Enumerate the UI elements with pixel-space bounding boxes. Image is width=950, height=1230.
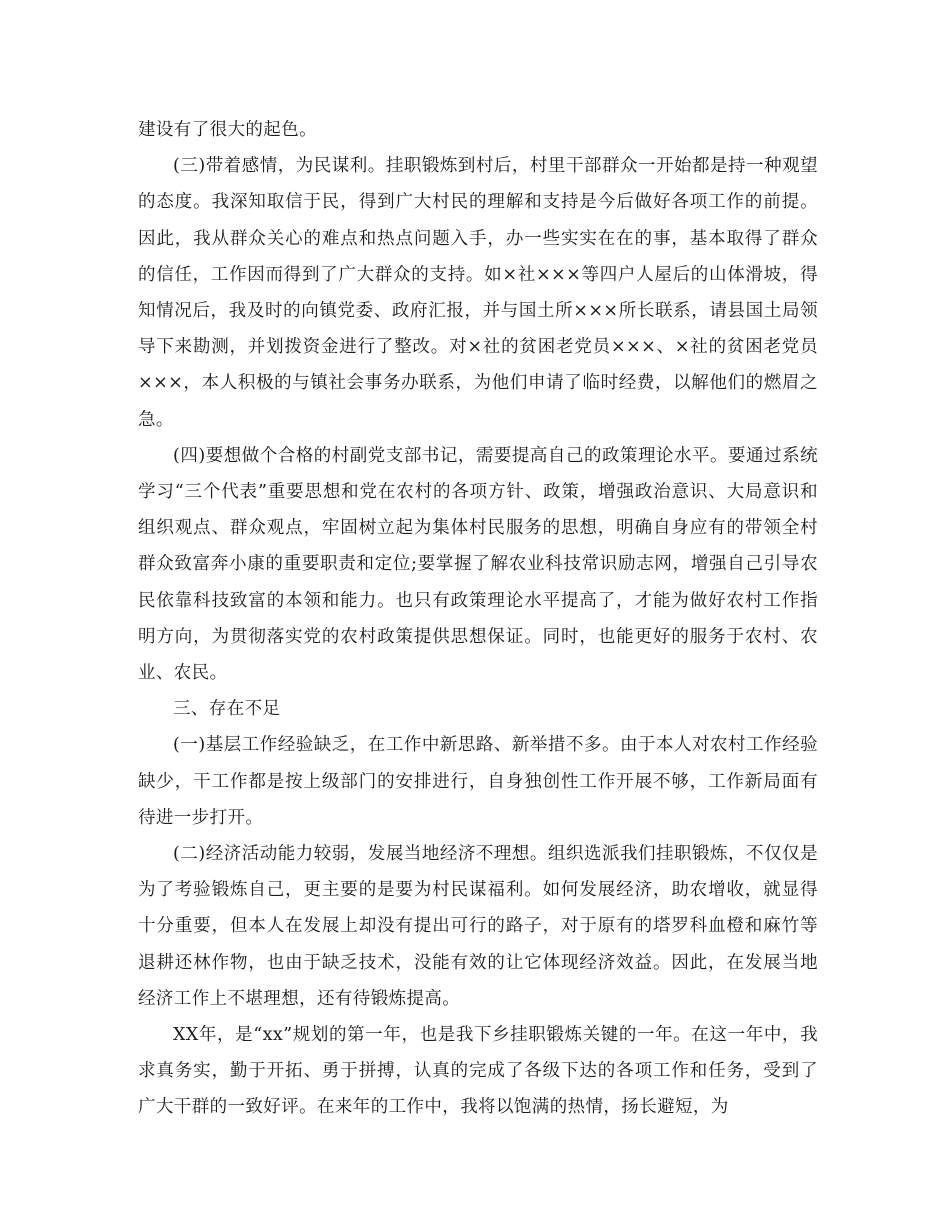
- paragraph-lack-experience: (一)基层工作经验缺乏，在工作中新思路、新举措不多。由于本人对农村工作经验缺少，干工作都是按上级部门的安排进行，自身独创性工作开展不够，工作新局面有待进一步打开。: [138, 735, 818, 828]
- document-body: [138, 112, 818, 1126]
- paragraph-serving-people: (三)带着感情，为民谋利。挂职锻炼到村后，村里干部群众一开始都是持一种观望的态度。我深知取信于民，得到广大村民的理解和支持是今后做好各项工作的前提。因此，我从群众关心的难点和热点问题入手，办一些实实在在的事，基本取得了群众的信任，工作因而得到了广大群众的支持。如×社×××等四户人屋后的山体滑坡，得知情况后，我及时的向镇党委、政府汇报，并与国土所×××所长联系，请县国土局领导下来勘测，并划拨资金进行了整改。对×社的贫困老党员×××、×社的贫困老党员×××，本人积极的与镇社会事务办联系，为他们申请了临时经费，以解他们的燃眉之急。: [138, 156, 818, 430]
- section-heading-shortcomings: 三、存在不足: [173, 699, 281, 720]
- paragraph-continuation: 建设有了很大的起色。: [138, 120, 317, 140]
- paragraph-policy-theory: (四)要想做个合格的村副党支部书记，需要提高自己的政策理论水平。要通过系统学习“三个代表”重要思想和党在农村的各项方针、政策，增强政治意识、大局意识和组织观点、群众观点，牢固树立起为集体村民服务的思想，明确自身应有的带领全村群众致富奔小康的重要职责和定位;要掌握了解农业科技常识励志网，增强自己引导农民依靠科技致富的本领和能力。也只有政策理论水平提高了，才能为做好农村工作指明方向，为贯彻落实党的农村政策提供思想保证。同时，也能更好的服务于农村、农业、农民。: [138, 445, 818, 684]
- paragraph-economic-ability: (二)经济活动能力较弱，发展当地经济不理想。组织选派我们挂职锻炼，不仅仅是为了考验锻炼自己，更主要的是要为村民谋福利。如何发展经济，助农增收，就显得十分重要，但本人在发展上却没有提出可行的路子，对于原有的塔罗科血橙和麻竹等退耕还林作物，也由于缺乏技术，没能有效的让它体现经济效益。因此，在发展当地经济工作上不堪理想，还有待锻炼提高。: [138, 844, 818, 1009]
- paragraph-year-summary: XX年，是“xx”规划的第一年，也是我下乡挂职锻炼关键的一年。在这一年中，我求真务实，勤于开拓、勇于拼搏，认真的完成了各级下达的各项工作和任务，受到了广大干群的一致好评。在来年的工作中，我将以饱满的热情，扬长避短，为: [138, 1025, 818, 1118]
